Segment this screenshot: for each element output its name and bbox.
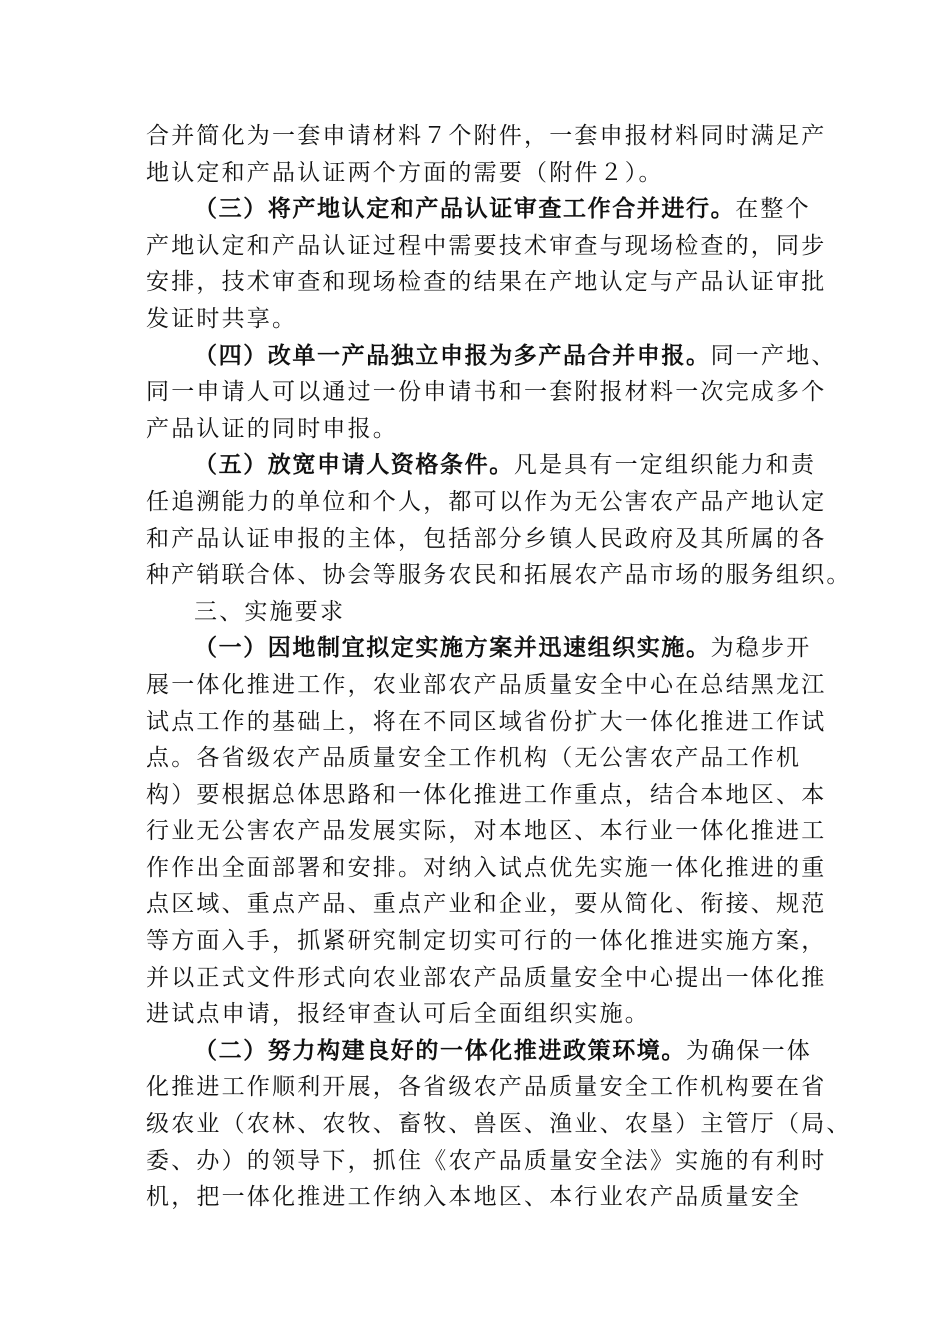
line-text: 点。各省级农产品质量安全工作机构（无公害农产品工作机 bbox=[146, 745, 802, 772]
chapter-heading: 三、实施要求 bbox=[194, 598, 346, 625]
line-text: 为确保一体 bbox=[686, 1037, 812, 1064]
text-line bbox=[146, 557, 852, 594]
document-body bbox=[146, 118, 852, 1216]
line-text: 化推进工作顺利开展，各省级农产品质量安全工作机构要在省 bbox=[146, 1074, 827, 1101]
line-text: 和产品认证申报的主体，包括部分乡镇人民政府及其所属的各 bbox=[146, 525, 827, 552]
section-heading-line bbox=[146, 338, 837, 375]
line-text: 凡是具有一定组织能力和责 bbox=[513, 452, 817, 479]
line-text: 产地认定和产品认证过程中需要技术审查与现场检查的，同步 bbox=[146, 232, 827, 259]
text-line bbox=[146, 155, 810, 192]
text-line bbox=[146, 118, 827, 155]
text-line bbox=[146, 704, 827, 741]
text-line bbox=[146, 923, 827, 960]
line-text: 级农业（农林、农牧、畜牧、兽医、渔业、农垦）主管厅（局、 bbox=[146, 1111, 852, 1138]
line-text: 任追溯能力的单位和个人，都可以作为无公害农产品产地认定 bbox=[146, 488, 827, 515]
bold-heading: （三）将产地认定和产品认证审查工作合并进行。 bbox=[194, 196, 736, 223]
line-text: 机，把一体化推进工作纳入本地区、本行业农产品质量安全 bbox=[146, 1184, 802, 1211]
line-text: 种产销联合体、协会等服务农民和拓展农产品市场的服务组织。 bbox=[146, 562, 852, 589]
line-text: 进试点申请，报经审查认可后全面组织实施。 bbox=[146, 1001, 650, 1028]
line-text: 合并简化为一套申请材料７个附件，一套申报材料同时满足产 bbox=[146, 123, 827, 149]
line-text: 点区域、重点产品、重点产业和企业，要从简化、衔接、规范 bbox=[146, 891, 827, 918]
text-line bbox=[146, 1143, 827, 1180]
line-text: 安排，技术审查和现场检查的结果在产地认定与产品认证审批 bbox=[146, 269, 827, 296]
text-line bbox=[146, 667, 827, 704]
text-line bbox=[146, 264, 827, 301]
text-line bbox=[146, 484, 827, 521]
text-line bbox=[146, 374, 827, 411]
line-text: 在整个 bbox=[735, 196, 811, 223]
text-line bbox=[146, 521, 827, 558]
section-heading-line bbox=[146, 191, 810, 228]
text-line bbox=[146, 1069, 827, 1106]
line-text: 并以正式文件形式向农业部农产品质量安全中心提出一体化推 bbox=[146, 964, 827, 991]
bold-heading: （五）放宽申请人资格条件。 bbox=[194, 452, 514, 479]
text-line bbox=[146, 850, 827, 887]
section-heading-line bbox=[146, 1033, 810, 1070]
section-heading-line bbox=[146, 447, 817, 484]
line-text: 为稳步开 bbox=[710, 635, 812, 662]
text-line bbox=[146, 740, 810, 777]
section-heading-line bbox=[146, 630, 810, 667]
text-line bbox=[146, 228, 827, 265]
line-text: 委、办）的领导下，抓住《农产品质量安全法》实施的有利时 bbox=[146, 1147, 827, 1174]
line-text: 构）要根据总体思路和一体化推进工作重点，结合本地区、本 bbox=[146, 781, 827, 808]
text-line bbox=[146, 411, 810, 448]
line-text: 行业无公害农产品发展实际，对本地区、本行业一体化推进工 bbox=[146, 818, 827, 845]
line-text: 地认定和产品认证两个方面的需要（附件２）。 bbox=[146, 159, 664, 186]
bold-heading: （一）因地制宜拟定实施方案并迅速组织实施。 bbox=[194, 635, 711, 662]
line-text: 发证时共享。 bbox=[146, 305, 298, 332]
text-line bbox=[146, 960, 827, 997]
bold-heading: （二）努力构建良好的一体化推进政策环境。 bbox=[194, 1037, 686, 1064]
bold-heading: （四）改单一产品独立申报为多产品合并申报。 bbox=[194, 342, 711, 369]
line-text: 同一产地、 bbox=[710, 342, 837, 369]
text-line bbox=[146, 886, 827, 923]
line-text: 同一申请人可以通过一份申请书和一套附报材料一次完成多个 bbox=[146, 379, 827, 406]
line-text: 产品认证的同时申报。 bbox=[146, 415, 398, 442]
line-text: 等方面入手，抓紧研究制定切实可行的一体化推进实施方案， bbox=[146, 928, 827, 955]
text-line bbox=[146, 301, 810, 338]
text-line bbox=[146, 996, 810, 1033]
text-line bbox=[146, 777, 827, 814]
chapter-heading-line bbox=[146, 594, 810, 631]
line-text: 作作出全面部署和安排。对纳入试点优先实施一体化推进的重 bbox=[146, 854, 827, 881]
line-text: 展一体化推进工作，农业部农产品质量安全中心在总结黑龙江 bbox=[146, 671, 827, 698]
text-line bbox=[146, 1106, 852, 1143]
text-line bbox=[146, 1179, 810, 1216]
line-text: 试点工作的基础上，将在不同区域省份扩大一体化推进工作试 bbox=[146, 708, 827, 735]
text-line bbox=[146, 813, 827, 850]
